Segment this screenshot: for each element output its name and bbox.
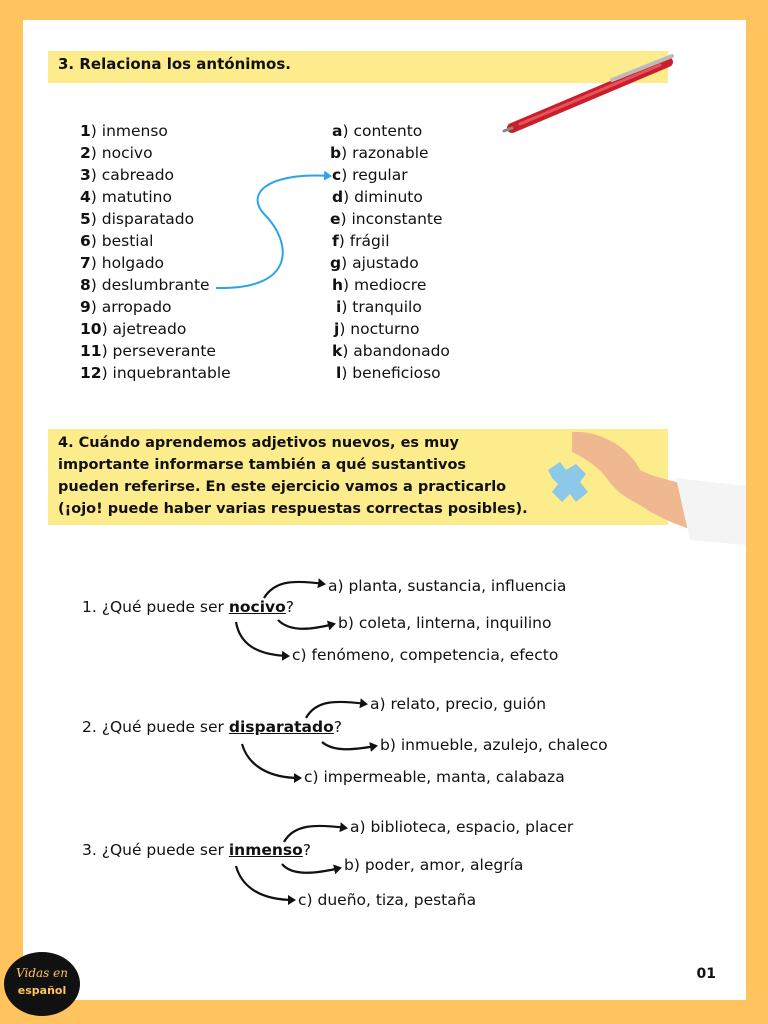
left-item-8: 8) deslumbrante xyxy=(80,276,210,294)
instruction-line-2: importante informarse también a qué sustantivos xyxy=(58,457,467,473)
question-2: 2. ¿Qué puede ser disparatado? xyxy=(82,718,342,736)
q3-arrow-b xyxy=(282,864,340,873)
hand-puzzle-icon xyxy=(548,432,746,545)
question-2-option-b: b) inmueble, azulejo, chaleco xyxy=(380,736,608,754)
right-item-e: e) inconstante xyxy=(330,210,443,228)
instruction-line-1: 4. Cuándo aprendemos adjetivos nuevos, es muy xyxy=(58,435,459,451)
question-3-word: inmenso xyxy=(228,841,303,859)
question-3-option-b: b) poder, amor, alegría xyxy=(344,856,524,874)
question-2-option-a: a) relato, precio, guión xyxy=(370,695,547,713)
q3-arrow-c xyxy=(236,866,294,900)
right-item-g: g) ajustado xyxy=(330,254,419,272)
q1-arrow-a xyxy=(264,582,324,598)
brand-logo xyxy=(4,952,80,1016)
logo-line-2: español xyxy=(17,984,67,997)
right-item-l: l) beneficioso xyxy=(336,364,441,382)
page-number: 01 xyxy=(696,966,716,982)
left-item-2: 2) nocivo xyxy=(80,144,153,162)
right-item-k: k) abandonado xyxy=(332,342,450,360)
left-item-4: 4) matutino xyxy=(80,188,172,206)
right-item-b: b) razonable xyxy=(330,144,429,162)
right-item-h: h) mediocre xyxy=(332,276,427,294)
left-item-1: 1) inmenso xyxy=(80,122,168,140)
question-1: 1. ¿Qué puede ser nocivo? xyxy=(82,598,295,616)
left-item-10: 10) ajetreado xyxy=(80,320,187,338)
question-1-word: nocivo xyxy=(228,598,286,616)
q2-arrow-a xyxy=(306,702,366,718)
exercise-3-title: 3. Relaciona los antónimos. xyxy=(58,55,291,73)
right-item-a: a) contento xyxy=(332,122,423,140)
question-3-option-a: a) biblioteca, espacio, placer xyxy=(350,818,574,836)
right-item-d: d) diminuto xyxy=(332,188,423,206)
left-item-7: 7) holgado xyxy=(80,254,165,272)
pen-icon xyxy=(504,56,672,131)
question-3-option-c: c) dueño, tiza, pestaña xyxy=(298,891,477,909)
left-item-11: 11) perseverante xyxy=(80,342,216,360)
question-3: 3. ¿Qué puede ser inmenso? xyxy=(82,841,311,859)
instruction-line-3: pueden referirse. En este ejercicio vamos a practicarlo xyxy=(58,479,507,495)
left-item-12: 12) inquebrantable xyxy=(80,364,231,382)
right-item-i: i) tranquilo xyxy=(336,298,422,316)
q1-arrow-c xyxy=(236,622,288,656)
left-item-6: 6) bestial xyxy=(80,232,154,250)
q2-arrow-c xyxy=(242,744,300,778)
q3-arrow-a xyxy=(284,826,346,842)
question-1-option-a: a) planta, sustancia, influencia xyxy=(328,577,567,595)
question-1-option-c: c) fenómeno, competencia, efecto xyxy=(292,646,559,664)
q2-arrow-b xyxy=(322,742,376,749)
right-item-c: c) regular xyxy=(332,166,408,184)
left-item-3: 3) cabreado xyxy=(80,166,175,184)
question-2-option-c: c) impermeable, manta, calabaza xyxy=(304,768,565,786)
logo-line-1: Vidas en xyxy=(16,966,68,980)
question-2-word: disparatado xyxy=(228,718,334,736)
matching-example-arrow xyxy=(216,176,330,289)
q1-arrow-b xyxy=(278,620,334,629)
left-item-9: 9) arropado xyxy=(80,298,172,316)
left-item-5: 5) disparatado xyxy=(80,210,195,228)
instruction-line-4: (¡ojo! puede haber varias respuestas correctas posibles). xyxy=(58,501,528,517)
right-item-f: f) frágil xyxy=(332,232,390,250)
right-item-j: j) nocturno xyxy=(334,320,420,338)
question-1-option-b: b) coleta, linterna, inquilino xyxy=(338,614,552,632)
